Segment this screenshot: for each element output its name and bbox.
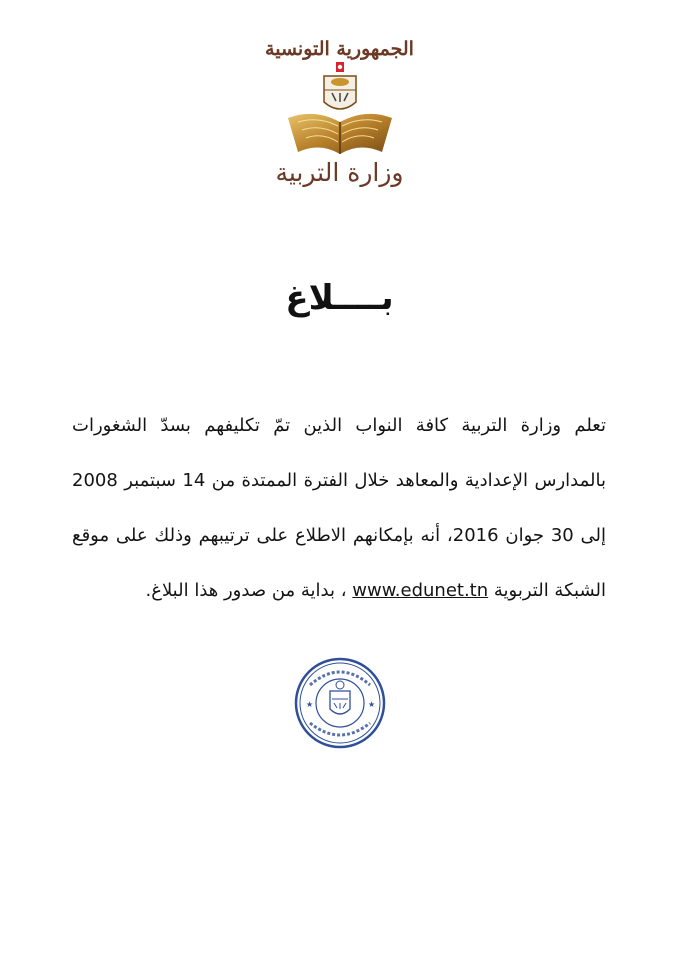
body-line-2: بالمدارس الإعدادية والمعاهد خلال الفترة الممتدة من 14 سبتمبر 2008 — [72, 470, 606, 491]
body-line-3: إلى 30 جوان 2016، أنه بإمكانهم الاطلاع على ترتيبهم وذلك على موقع — [72, 525, 607, 546]
edunet-link[interactable]: www.edunet.tn — [352, 580, 489, 601]
letterhead — [0, 0, 679, 200]
svg-text:★: ★ — [306, 700, 314, 709]
body-line-4-start: الشبكة التربوية — [493, 580, 606, 601]
body-line-4-end: ، بداية من صدور هذا البلاغ. — [145, 580, 347, 601]
svg-text:★: ★ — [368, 700, 376, 709]
republic-label: الجمهورية التونسية — [265, 38, 414, 60]
official-stamp-icon — [292, 655, 388, 751]
page-title: بــــلاغ — [285, 278, 394, 318]
body-line-4 — [72, 563, 606, 618]
coat-of-arms-book-icon — [280, 60, 400, 160]
body-line-1: تعلم وزارة التربية كافة النواب الذين تمّ تكليفهم بسدّ الشغورات — [72, 415, 606, 436]
ministry-label: وزارة التربية — [275, 158, 404, 187]
announcement-body — [72, 398, 606, 618]
